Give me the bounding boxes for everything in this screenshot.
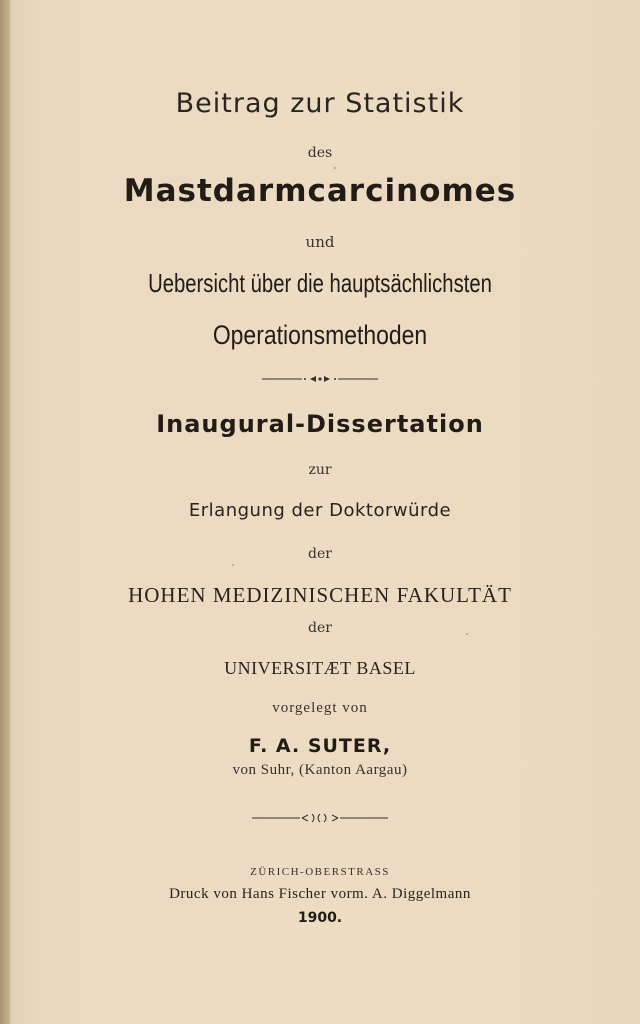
connector-und: und xyxy=(305,233,335,251)
title-line-2: Mastdarmcarcinomes xyxy=(123,173,517,209)
connector-der-1: der xyxy=(308,546,332,562)
ornament-rule-icon xyxy=(260,373,380,385)
ornament-divider-top xyxy=(0,373,640,385)
purpose-line: Erlangung der Doktorwürde xyxy=(188,500,452,521)
ornament-divider-bottom xyxy=(0,812,640,824)
paper-speck xyxy=(466,633,468,635)
title-line-3: Uebersicht über die hauptsächlichsten xyxy=(148,268,492,298)
paper-speck xyxy=(232,564,234,566)
ornament-flourish-icon xyxy=(250,812,390,824)
paper-speck xyxy=(334,167,336,169)
author-name: F. A. SUTER, xyxy=(248,735,392,757)
title-line-4: Operationsmethoden xyxy=(212,320,428,350)
printer-line: Druck von Hans Fischer vorm. A. Diggelmann xyxy=(169,886,471,902)
faculty-line: HOHEN MEDIZINISCHEN FAKULTÄT xyxy=(128,583,512,607)
author-origin: von Suhr, (Kanton Aargau) xyxy=(232,762,408,778)
place-line: ZÜRICH-OBERSTRASS xyxy=(250,866,390,878)
presented-by-line: vorgelegt von xyxy=(272,700,368,716)
connector-der-2: der xyxy=(308,620,332,636)
year-line: 1900. xyxy=(297,910,343,926)
connector-zur: zur xyxy=(308,462,332,478)
title-line-1: Beitrag zur Statistik xyxy=(175,88,465,119)
dissertation-label: Inaugural-Dissertation xyxy=(156,410,484,438)
university-line: UNIVERSITÆT BASEL xyxy=(224,658,416,678)
connector-des: des xyxy=(307,145,333,161)
